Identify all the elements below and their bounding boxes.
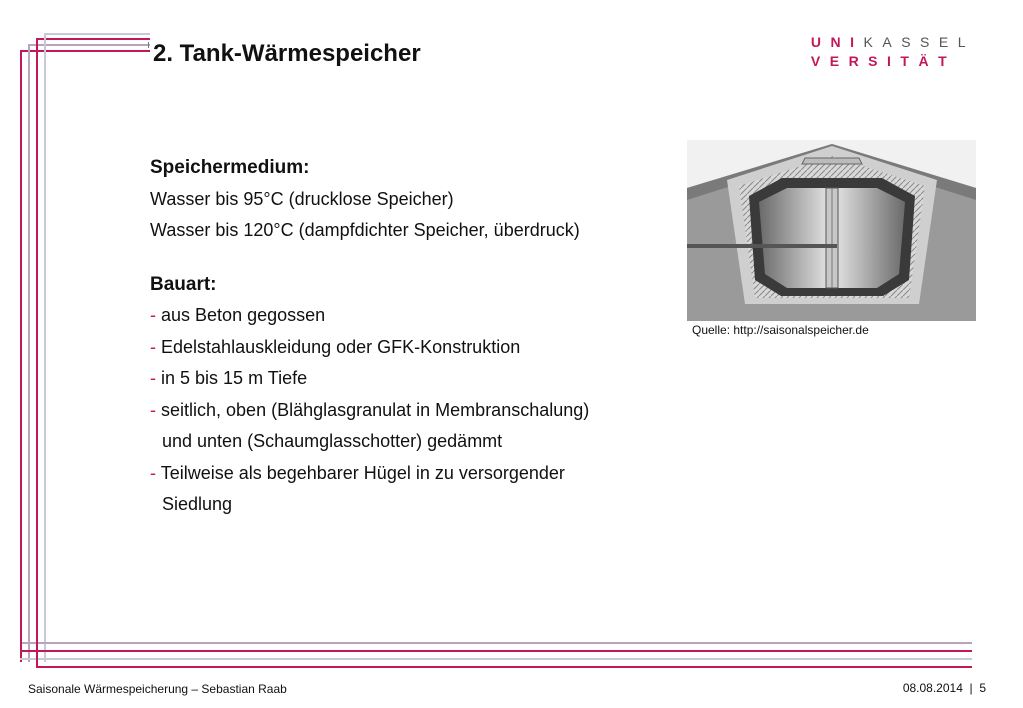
figure-caption: Quelle: http://saisonalspeicher.de	[692, 323, 869, 337]
bullet-text: Edelstahlauskleidung oder GFK-Konstruktion	[161, 336, 521, 357]
university-logo	[811, 33, 975, 71]
tank-cross-section-image	[687, 140, 976, 321]
frame-bottom-line-3	[20, 658, 972, 660]
frame-left-edge-1	[20, 50, 22, 650]
footer-date-page: 08.08.2014 | 5	[902, 681, 986, 695]
bullet-item	[150, 332, 680, 364]
frame-left-edge-2	[36, 38, 38, 668]
speichermedium-line-2: Wasser bis 120°C (dampfdichter Speicher, überdruck)	[150, 220, 580, 240]
bullet-dash: -	[150, 368, 156, 388]
spacer	[150, 247, 680, 269]
frame-line-4	[44, 33, 150, 662]
logo-line-1	[811, 33, 975, 52]
bullet-item	[150, 458, 680, 490]
frame-bottom-line-4	[36, 666, 972, 668]
slide-title: 2. Tank-Wärmespeicher	[153, 40, 421, 67]
bullet-item	[150, 395, 680, 427]
footer-presentation-title: Saisonale Wärmespeicherung – Sebastian Raab	[28, 682, 287, 696]
heading-speichermedium: Speichermedium:	[150, 157, 310, 178]
bullet-continuation: und unten (Schaumglasschotter) gedämmt	[162, 431, 503, 451]
heading-bauart: Bauart:	[150, 273, 217, 295]
logo-uni: UNI	[810, 34, 864, 50]
speichermedium-line-1: Wasser bis 95°C (drucklose Speicher)	[150, 188, 454, 209]
bullet-text: Teilweise als begehbarer Hügel in zu versorgender	[160, 462, 565, 483]
logo-line-2: VERSITÄT	[810, 53, 957, 69]
bullet-text: in 5 bis 15 m Tiefe	[161, 368, 308, 388]
title-tick	[148, 42, 149, 48]
bullet-dash: -	[150, 305, 156, 325]
tank-illustration	[687, 140, 976, 321]
bullet-dash: -	[150, 462, 156, 483]
frame-bottom-line-1	[20, 642, 972, 644]
bullet-text: aus Beton gegossen	[161, 305, 326, 325]
logo-kassel: KASSEL	[863, 34, 975, 50]
frame-bottom-line-2	[20, 650, 972, 652]
bullet-dash: -	[150, 336, 156, 357]
bullet-dash: -	[150, 399, 156, 420]
bullet-continuation: Siedlung	[162, 494, 233, 514]
bullet-item	[150, 363, 680, 395]
bullet-text: seitlich, oben (Blähglasgranulat in Membranschalung)	[161, 399, 590, 420]
slide-content	[150, 152, 680, 521]
bullet-item	[150, 300, 680, 332]
